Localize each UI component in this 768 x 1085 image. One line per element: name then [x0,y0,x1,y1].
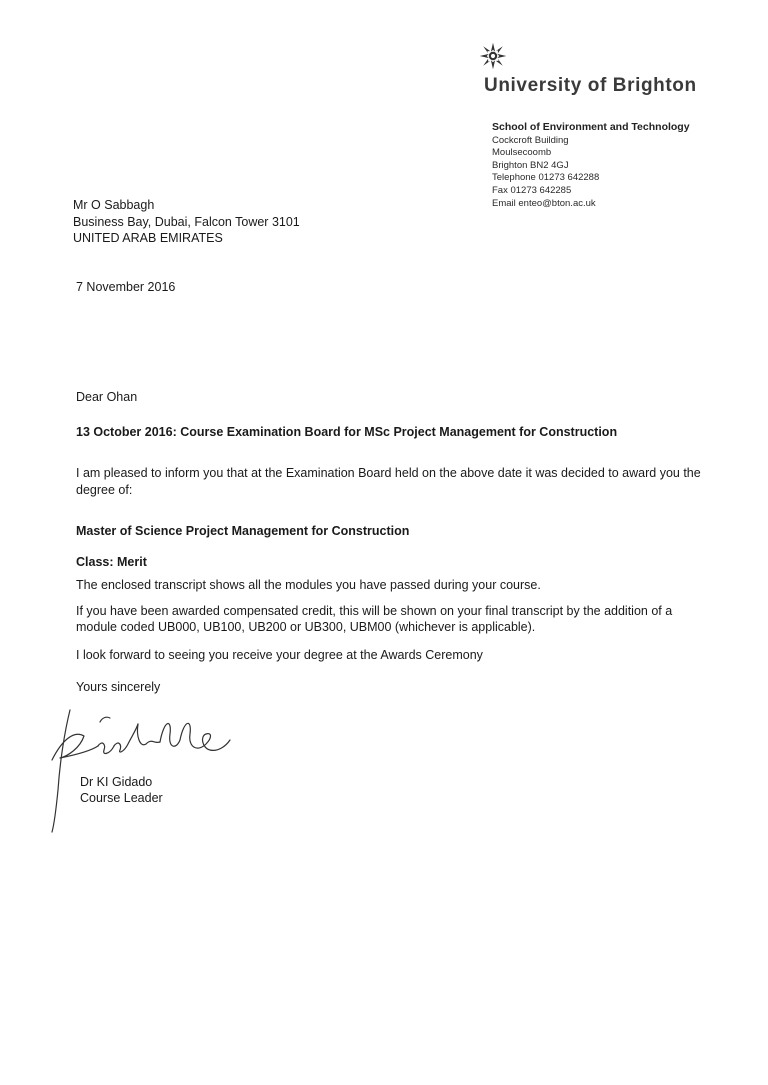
school-telephone: Telephone 01273 642288 [492,172,600,184]
ceremony-paragraph: I look forward to seeing you receive your degree at the Awards Ceremony [76,648,483,662]
recipient-street: Business Bay, Dubai, Falcon Tower 3101 [73,214,300,229]
letter-date: 7 November 2016 [76,280,176,294]
school-fax: Fax 01273 642285 [492,184,572,196]
compensated-credit-line-2: module coded UB000, UB100, UB200 or UB300, UBM00 (whichever is applicable). [76,620,536,634]
transcript-paragraph: The enclosed transcript shows all the modules you have passed during your course. [76,578,541,592]
school-email: Email enteo@bton.ac.uk [492,197,596,209]
compensated-credit-line-1: If you have been awarded compensated credit, this will be shown on your final transcript by the addition of a [76,604,673,618]
school-address-line: Moulsecoomb [492,147,552,159]
award-paragraph: I am pleased to inform you that at the Examination Board held on the above date it was decided to award you the degree of: [76,466,701,497]
subject-line: 13 October 2016: Course Examination Board for MSc Project Management for Construction [76,425,618,439]
recipient-address [73,197,300,247]
recipient-name: Mr O Sabbagh [73,198,155,212]
school-address-line: Cockcroft Building [492,134,569,146]
university-star-logo-icon [479,42,507,70]
handwritten-signature [40,700,240,840]
closing: Yours sincerely [76,680,161,694]
university-name: University of Brighton [484,75,697,96]
signer-block [80,774,163,806]
school-address-line: Brighton BN2 4GJ [492,159,569,171]
degree-class: Class: Merit [76,555,147,569]
recipient-country: UNITED ARAB EMIRATES [73,231,223,245]
signer-name: Dr KI Gidado [80,775,153,789]
school-name: School of Environment and Technology [492,121,690,133]
degree-title: Master of Science Project Management for Construction [76,524,410,538]
school-address-block [492,121,690,210]
signer-title: Course Leader [80,791,163,805]
salutation: Dear Ohan [76,390,138,404]
